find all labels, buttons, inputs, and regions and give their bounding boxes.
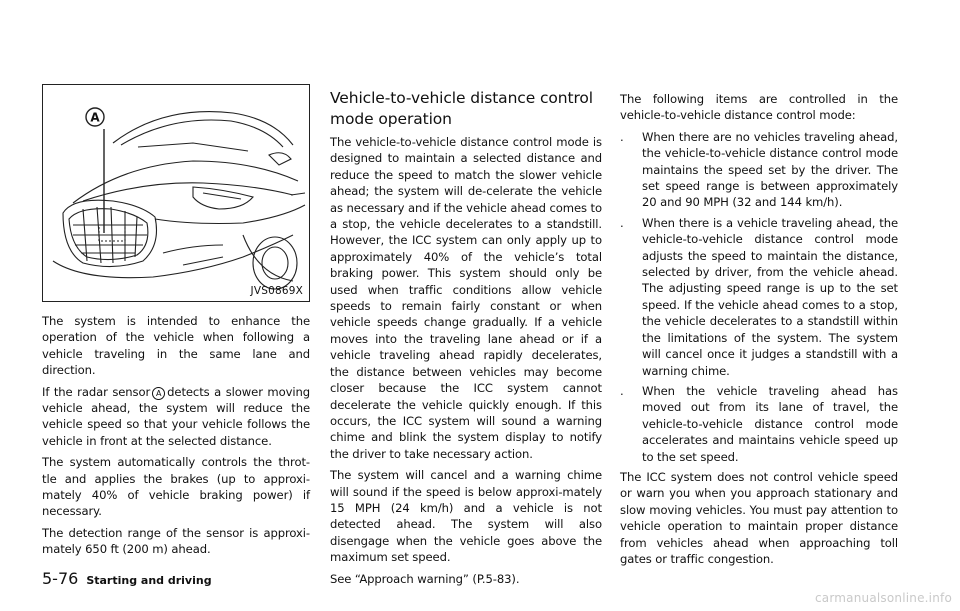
right-column — [620, 91, 898, 572]
bullet-text: When there are no vehicles traveling ahead, the vehicle-to-vehicle distance control mode maintains the speed set by the driver. The set speed range is between approximately 20 and 90 MPH (32 and 144 km/h). — [642, 129, 898, 210]
left-paragraph-4: The detection range of the sensor is approxi-mately 650 ft (200 m) ahead. — [42, 525, 310, 557]
sensor-a-marker-icon: A — [152, 387, 165, 400]
page-number: 5-76 — [42, 569, 79, 588]
section-heading: Vehicle-to-vehicle distance control mode operation — [330, 89, 594, 128]
bullet-text: When there is a vehicle traveling ahead, the vehicle-to-vehicle distance control mode adjusts the speed to maintain the distance, selected by driver, from the vehicle ahead. The adjusting speed range is up to the set speed. If the vehicle ahead comes to a stop, the vehicle decelerates to a standstill within the limitations of the system. The system will cancel once it judges a standstill with a warning chime. — [642, 215, 898, 378]
middle-column — [330, 88, 602, 592]
approach-warning-reference[interactable]: See “Approach warning” (P.5-83). — [330, 571, 520, 586]
page-footer — [42, 569, 212, 588]
list-item — [620, 129, 898, 211]
right-outro: The ICC system does not control vehicle speed or warn you when you approach stationary and slow moving vehicles. You must pay attention to vehicle operation to maintain proper distance from vehicles ahead when approaching toll gates or traffic congestion. — [620, 469, 898, 566]
bullet-icon: . — [620, 129, 624, 144]
middle-paragraph-1: The vehicle-to-vehicle distance control mode is designed to maintain a selected distance and reduce the speed to match the slower vehicle ahead; the system will de-celerate the vehicle as necessary and if the vehicle ahead comes to a stop, the vehicle decelerates to a standstill. However, the ICC system can only apply up to approximately 40% of the vehicle’s total braking power. This system should only be used when traffic conditions allow vehicle speeds to remain fairly constant or when vehicle speeds change gradually. If a vehicle moves into the traveling lane ahead or if a vehicle traveling ahead rapidly decelerates, the distance between vehicles may become closer because the ICC system cannot decelerate the vehicle quickly enough. If this occurs, the ICC system will sound a warning chime and blink the system display to notify the driver to take necessary action. — [330, 135, 602, 461]
left-column — [42, 313, 310, 563]
bullet-icon: . — [620, 215, 624, 230]
figure-code: JVS0869X — [250, 285, 303, 297]
callout-a-label: A — [90, 110, 100, 125]
left-p2-post: detects a slower moving vehicle ahead, the system will reduce the vehicle speed so that your vehicle follows the vehicle in front at the selected distance. — [42, 384, 310, 448]
left-paragraph-3: The system automatically controls the throt-tle and applies the brakes (up to approxi-mately 40% of vehicle braking power) if necessary. — [42, 455, 310, 519]
bullet-text: When the vehicle traveling ahead has moved out from its lane of travel, the vehicle-to-vehicle distance control mode accelerates and maintains vehicle speed up to the set speed. — [642, 383, 898, 464]
right-intro: The following items are controlled in the vehicle-to-vehicle distance control mode: — [620, 92, 898, 123]
car-front-figure — [42, 84, 310, 302]
middle-paragraph-2: The system will cancel and a warning chime will sound if the speed is below approxi-mately 15 MPH (24 km/h) and a vehicle is not detected ahead. The system will also disengage when the vehicle goes above the maximum set speed. — [330, 468, 602, 565]
left-paragraph-2 — [42, 384, 310, 450]
bullet-icon: . — [620, 383, 624, 398]
list-item — [620, 215, 898, 379]
left-paragraph-1: The system is intended to enhance the operation of the vehicle when following a vehicle traveling in the same lane and direction. — [42, 314, 310, 378]
car-illustration — [43, 85, 309, 301]
list-item — [620, 383, 898, 465]
watermark: carmanualsonline.info — [815, 591, 952, 605]
footer-section-title: Starting and driving — [86, 574, 212, 587]
left-p2-pre: If the radar sensor — [42, 384, 151, 399]
